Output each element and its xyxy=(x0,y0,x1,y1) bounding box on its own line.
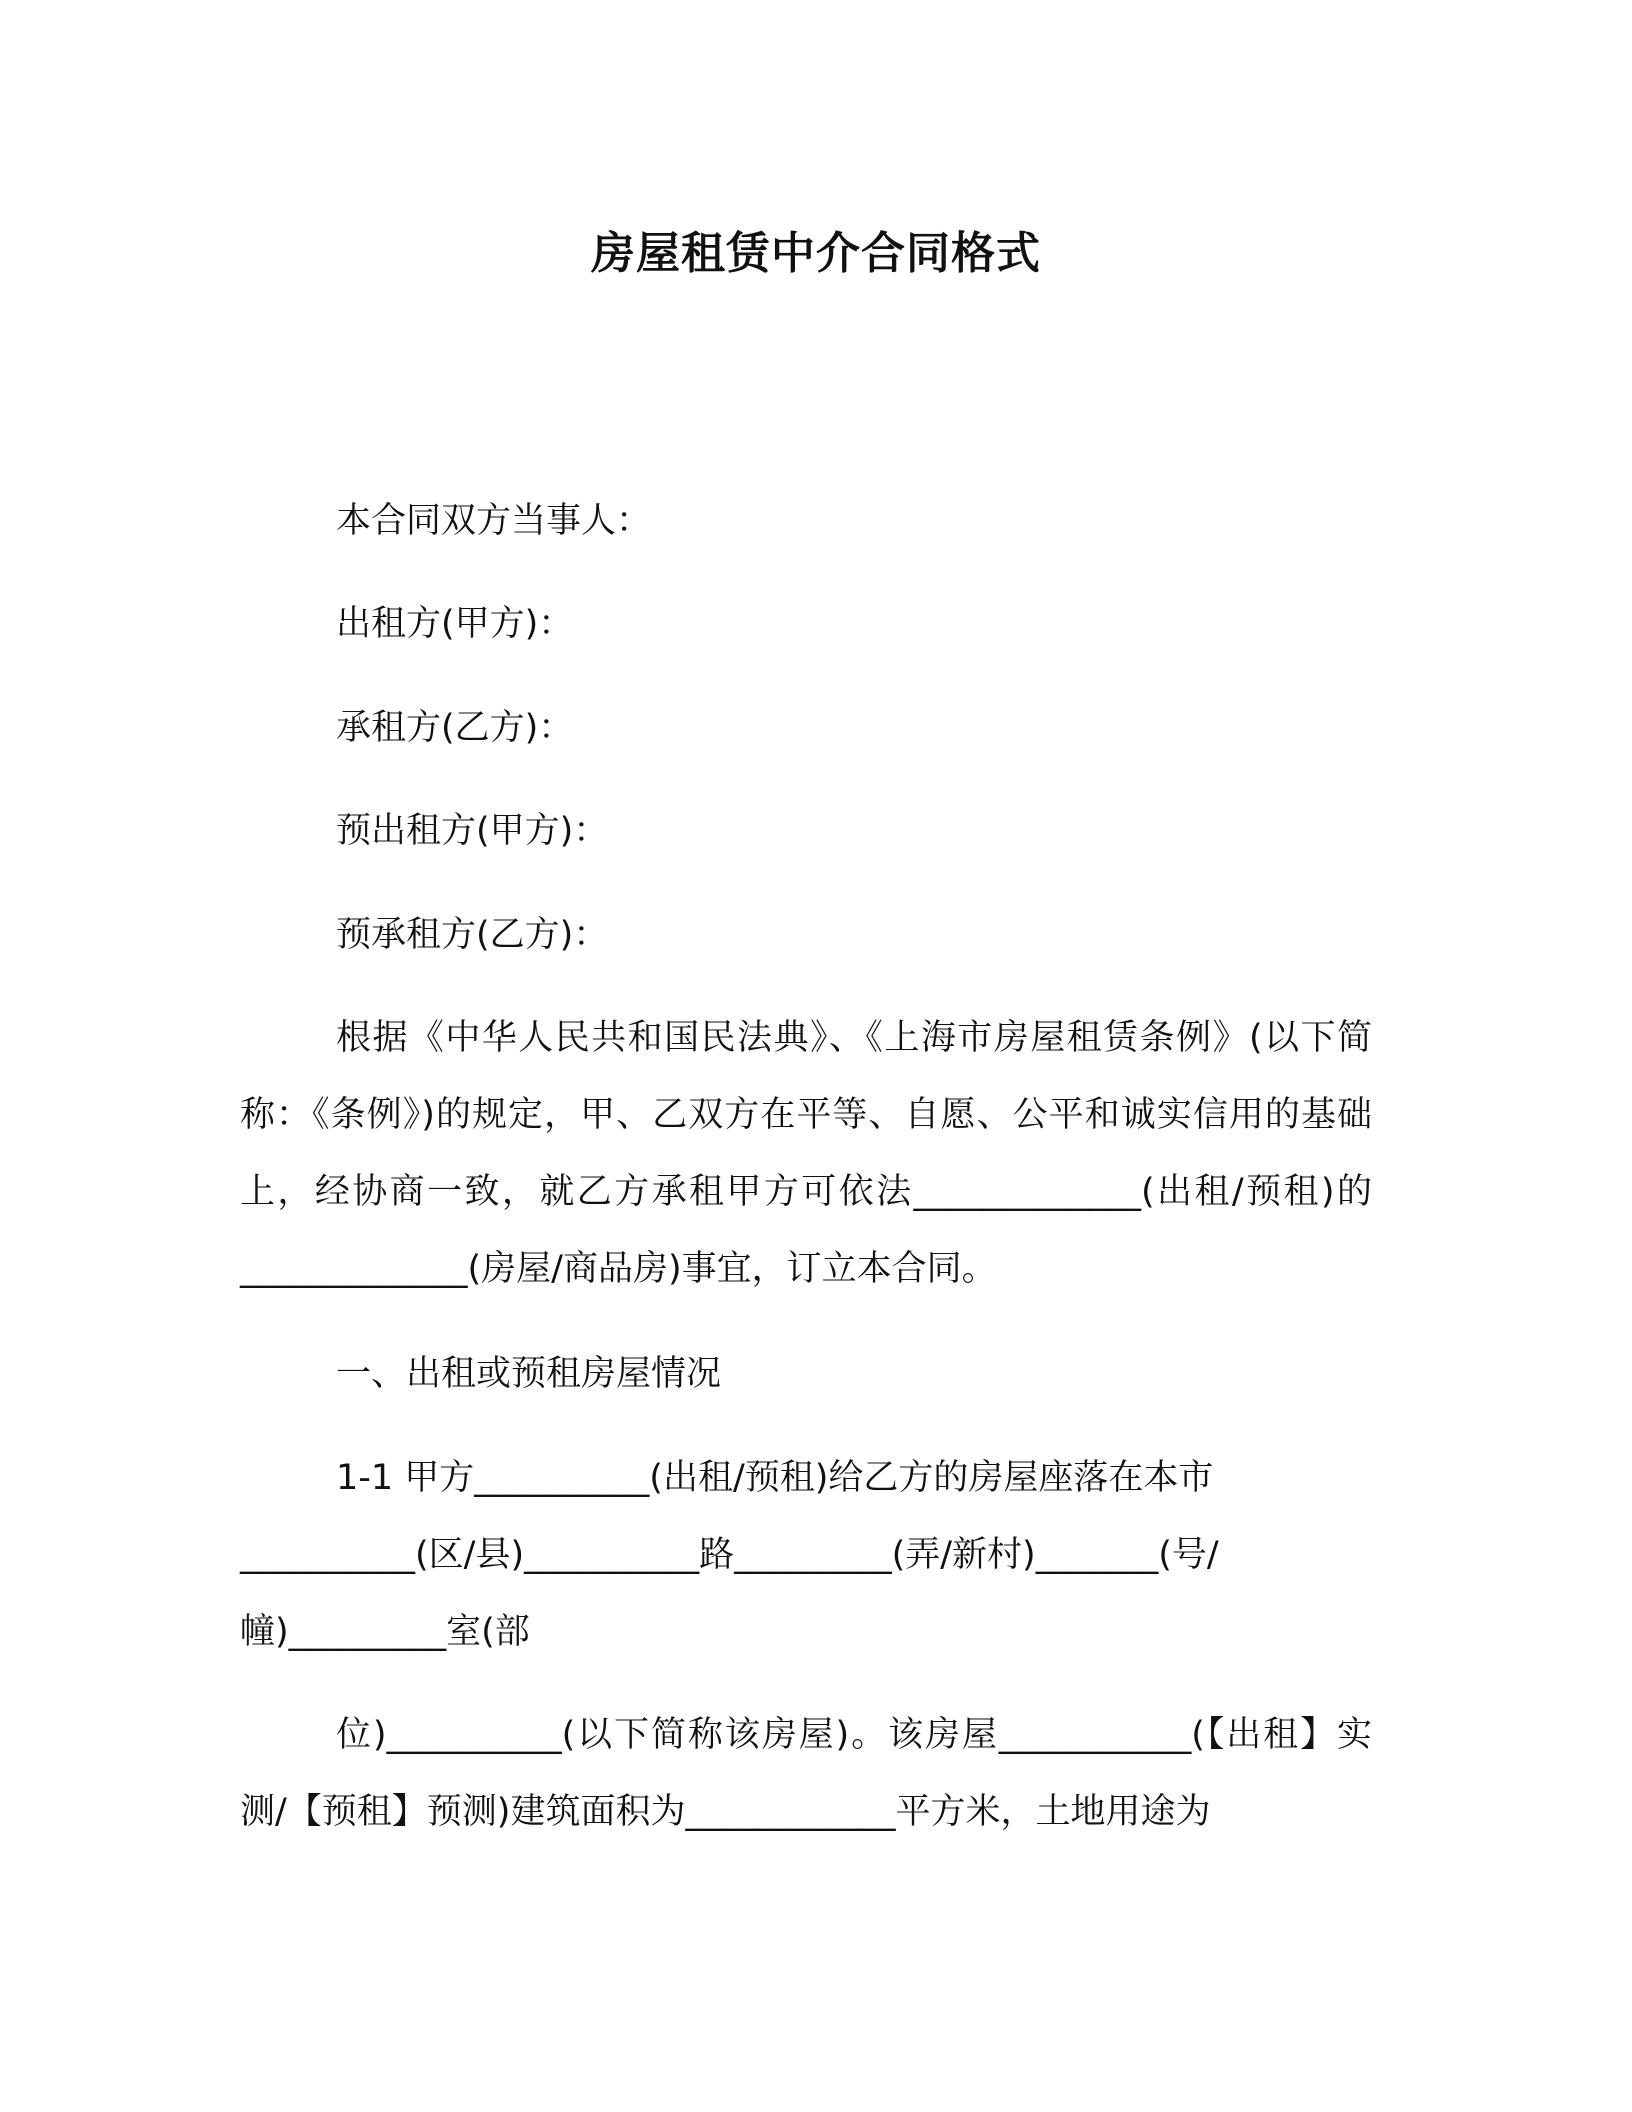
clause-1-1-line-3: 幢)_________室(部 xyxy=(240,1612,530,1652)
basis-paragraph: 根据《中华人民共和国民法典》、《上海市房屋租赁条例》(以下简称：《条例》)的规定，甲、乙双方在平等、自愿、公平和诚实信用的基础上，经协商一致，就乙方承租甲方可依法_____________(出租/预租)的_____________(房屋/商品房)事宜，订立本合同。 xyxy=(240,1018,1372,1289)
clause-1-1-line-1: 1-1 甲方__________(出租/预租)给乙方的房屋座落在本市 xyxy=(336,1458,1214,1498)
clause-1-1-line-2: __________(区/县)__________路_________(弄/新村)_______(号/ xyxy=(240,1535,1219,1575)
pre-lessor-label: 预出租方(甲方)： xyxy=(336,811,609,851)
lessee-label: 承租方(乙方)： xyxy=(336,708,574,748)
section-1-heading: 一、出租或预租房屋情况 xyxy=(336,1354,722,1394)
document-title: 房屋租赁中介合同格式 xyxy=(591,228,1041,279)
parties-intro: 本合同双方当事人： xyxy=(336,501,652,541)
clause-1-1-continuation: 位)__________(以下简称该房屋)。该房屋___________(【出租】实测/【预租】预测)建筑面积为____________平方米，土地用途为 xyxy=(240,1715,1372,1832)
lessor-label: 出租方(甲方)： xyxy=(336,604,574,644)
pre-lessee-label: 预承租方(乙方)： xyxy=(336,915,609,955)
